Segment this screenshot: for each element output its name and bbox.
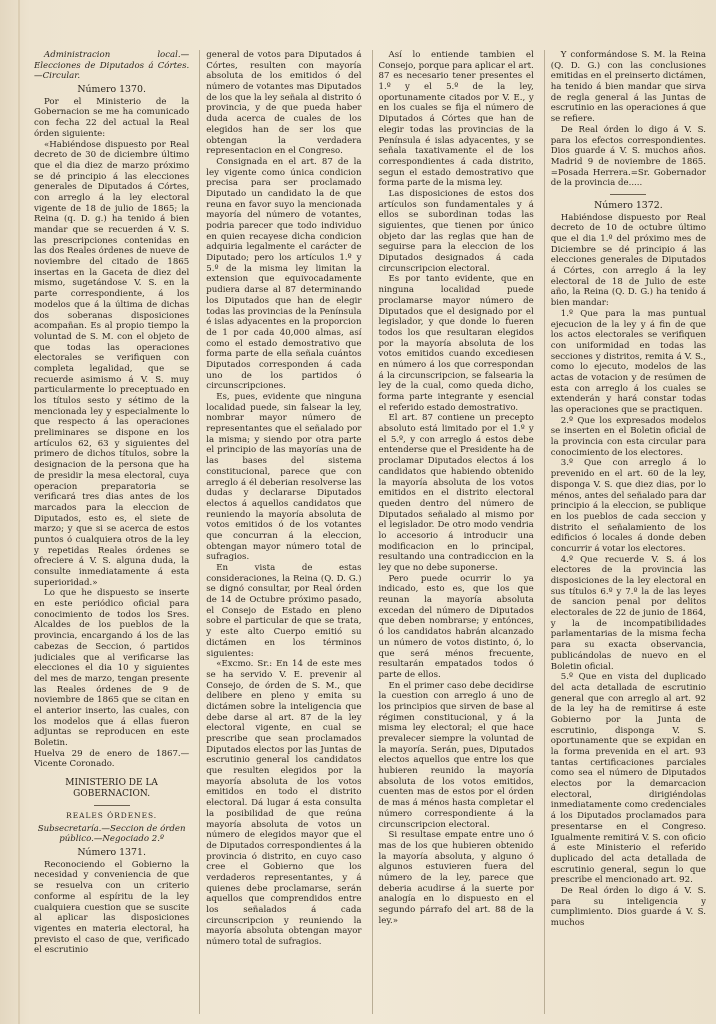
signature: Huelva 29 de enero de 1867.— Vicente Coronado. <box>34 748 190 770</box>
ministry-heading: MINISTERIO DE LA GOBERNACION. <box>65 778 158 800</box>
paragraph: Pero puede ocurrir lo ya indicado, esto es, que los que reunan la mayoría absoluta excedan del número de Diputados que deben nombrarse; y entónces, ó los candidatos habrán alcanzado un número de votos distinto, ó, lo que será ménos frecuente, resultarán empatados todos ó parte de ellos. <box>378 573 534 680</box>
page-fold <box>18 0 20 1024</box>
reales-ordenes-heading: REALES ÓRDENES. <box>66 811 158 821</box>
paragraph: Consignada en el art. 87 de la ley vigente como única condicion precisa para ser proclamado Diputado un candidato la de que reuna en favor suyo la mencionada mayoría del número de votantes, podria parecer que todo individuo en quien recayese dicha condicion adquiria legalmente el carácter de Diputado; pero los artículos 1.º y 5.º de la misma ley limitan la extension que equivocadamente pudiera darse al 87 determinando los Diputados que han de elegir todas las provincias de la Península é islas adyacentes en la proporcion de 1 por cada 40,000 almas, así como el estado demostrativo que forma parte de ella señala cuántos Diputados corresponden á cada uno de los partidos ó circunscripciones. <box>206 156 362 392</box>
order-number: Número 1372. <box>594 199 663 211</box>
paragraph: El art. 87 contiene un precepto absoluto está limitado por el 1.º y el 5.º, y con arreglo á estos debe entenderse que el Presidente ha de proclamar Diputados electos á los candidatos que habiendo obtenido la mayoría absoluta de los votos emitidos en el distrito electoral queden dentro del número de Diputados señalado al mismo por el legislador. De otro modo vendria lo accesorio á introducir una modificacion en lo principal, resultando una contradiccion en la ley que no debe suponerse. <box>378 413 534 573</box>
paragraph: Así lo entiende tambien el Consejo, porque para aplicar el art. 87 es necesario tener presentes el 1.º y el 5.º de la ley, oportunamente citados por V. E., y en los cuales se fija el número de Diputados á Córtes que han de elegir todas las provincias de la Península é islas adyacentes, y se señala taxativamente el de los correspondientes á cada distrito, segun el estado demostrativo que forma parte de la misma ley. <box>378 50 534 189</box>
paragraph: De Real órden lo digo á V. S. para su inteligencia y cumplimiento. Dios guarde á V. S. muchos <box>550 885 706 929</box>
paragraph: 4.º Que recuerde V. S. á los electores de la provincia las disposiciones de la ley electoral en sus títulos 6.º y 7.º la de las leyes de sancion penal por delitos electorales de 22 de junio de 1864, y la de incompatibilidades parlamentarias de la misma fecha para su exacta observancia, publicándolas de nuevo en el Boletin oficial. <box>550 554 706 672</box>
quoted-dictamen: «Excmo. Sr.: En 14 de este mes se ha servido V. E. prevenir al Consejo, de órden de S. M., que delibere en pleno y emita su dictámen sobre la inteligencia que debe darse al art. 87 de la ley electoral vigente, en cual se prescribe que sean proclamados Diputados electos por las Juntas de escrutinio general los candidatos que resulten elegidos por la mayoría absoluta de los votos emitidos en todo el distrito electoral. Dá lugar á esta consulta la posibilidad de que reúna mayoría absoluta de votos un número de elegidos mayor que el de Diputados correspondientes á la provincia ó distrito, en cuyo caso cree el Gobierno que los verdaderos representantes, y á quienes debe proclamarse, serán aquellos que comprendidos entre los señalados á cada circunscripcion y reuniendo la mayoría absoluta obtengan mayor número total de sufragios. <box>206 659 362 948</box>
paragraph: Por el Ministerio de la Gobernacion se me ha comunicado con fecha 22 del actual la Real órden siguiente: <box>34 96 190 139</box>
paragraph: Es por tanto evidente, que en ninguna localidad puede proclamarse mayor número de Diputados que el designado por el legislador, y que donde lo fueren todos los que resultaran elegidos por la mayoría absoluta de los votos emitidos cuando excediesen en número á los que correspondan á la circunscripcion, se falsearia la ley de la cual, como queda dicho, forma parte integrante y esencial el referido estado demostrativo. <box>378 274 534 413</box>
paragraph: 5.º Que en vista del duplicado del acta detallada de escrutinio general que con arreglo al art. 92 de la ley ha de remitirse á este Gobierno por la Junta de escrutinio, disponga V. S. oportunamente que se expidan en la forma prevenida en el art. 93 tantas certificaciones parciales como sea el número de Diputados electos por la demarcacion electoral, dirigiéndolas inmediatamente como credenciales á los Diputados proclamados para presentarse en el Congreso. Igualmente remitirá V. S. con oficio á este Ministerio el referido duplicado del acta detallada de escrutinio general, segun lo que prescribe el mencionado art. 92. <box>550 672 706 886</box>
paragraph: general de votos para Diputados á Córtes, resulten con mayoría absoluta de los emitidos ó del número de votantes mas Diputados de los que la ley señala al distrito ó provincia, y de que pueda haber duda acerca de cuales de los elegidos han de ser los que obtengan la verdadera representacion en el Congreso. <box>206 50 362 157</box>
paragraph: Si resultase empate entre uno ó mas de los que hubieren obtenido la mayoría absoluta, y alguno ó algunos estuvieren fuera del número de la ley, parece que deberia acudirse á la suerte por analogía en lo dispuesto en el segundo párrafo del art. 88 de la ley.» <box>378 830 534 926</box>
paragraph: En el primer caso debe decidirse la cuestion con arreglo á uno de los principios que sirven de base al régimen constitucional, y á la misma ley electoral; el que hace prevalecer siempre la voluntad de la mayoría. Serán, pues, Diputados electos aquellos que entre los que hubieren reunido la mayoría absoluta de los votos emitidos, cuenten mas de estos por el órden de mas á ménos hasta completar el número correspondiente á la circunscripcion electoral. <box>378 680 534 830</box>
column-1 <box>34 50 189 1014</box>
order-number: Número 1370. <box>77 84 146 96</box>
paragraph: Las disposiciones de estos dos artículos son fundamentales y á ellos se subordinan todas las siguientes, que tienen por único objeto dar las reglas que han de seguirse para la eleccion de los Diputados designados á cada circunscripcion electoral. <box>378 188 534 274</box>
column-2 <box>199 50 361 1014</box>
paragraph: En vista de estas consideraciones, la Reina (Q. D. G.) se dignó consultar, por Real órden de 14 de Octubre próximo pasado, el Consejo de Estado en pleno sobre el particular de que se trata, y este alto Cuerpo emitió su dictámen en los términos siguientes: <box>206 563 362 659</box>
paragraph: Es, pues, evidente que ninguna localidad puede, sin falsear la ley, nombrar mayor número de representantes que el señalado por la misma; y siendo por otra parte el principio de las mayorías una de las bases del sistema constitucional, parece que con arreglo á él deberian resolverse las dudas y declararse Diputados electos á aquellos candidatos que reuniendo la mayoría absoluta de votos emitidos ó de los votantes que concurran á la eleccion, obtengan mayor número total de sufragios. <box>206 392 362 563</box>
divider <box>94 805 130 806</box>
paragraph: Habiéndose dispuesto por Real decreto de 10 de octubre último que el dia 1.º del próximo mes de Diciembre se dé principio á las elecciones generales de Diputados á Córtes, con arreglo á la ley electoral de 18 de Julio de este año, la Reina (Q. D. G.) ha tenido á bien mandar: <box>550 212 706 309</box>
paragraph: De Real órden lo digo á V. S. para los efectos correspondientes. Dios guarde á V. S. muchos años. Madrid 9 de noviembre de 1865. =Posada Herrera.=Sr. Gobernador de la provincia de..... <box>550 124 706 189</box>
paragraph: 2.º Que los expresados modelos se inserten en el Boletin oficial de la provincia con esta circular para conocimiento de los electores. <box>550 415 706 458</box>
text-columns <box>34 50 706 1014</box>
order-number: Número 1371. <box>77 847 146 859</box>
section-heading: Administracion local.—Elecciones de Diputados á Córtes.—Circular. <box>34 50 190 82</box>
divider <box>610 194 646 195</box>
quoted-order: «Habiéndose dispuesto por Real decreto de 30 de diciembre último que el dia diez de marzo próximo se dé principio á las elecciones generales de Diputados á Córtes, con arreglo á la ley electoral vigente de 18 de julio de 1865; la Reina (q. D. g.) ha tenido á bien mandar que se recuerden á V. S. las prescripciones contenidas en las dos Reales órdenes de nueve de noviembre del citado de 1865 insertas en la Gaceta de diez del mismo, sugetándose V. S. en la parte correspondiente, á los modelos que á la última de dichas dos soberanas disposiciones acompañan. Es al propio tiempo la voluntad de S. M. con el objeto de que todas las operaciones electorales se verifiquen con completa legalidad, que se recuerde asimismo á V. S. muy particularmente lo preceptuado en los títulos sesto y sétimo de la mencionada ley y especialmente lo que respecto á las operaciones preliminares se dispone en los artículos 62, 63 y siguientes del primero de dichos títulos, sobre la designacion de la persona que ha de presidir la mesa electoral, cuya operacion preparatoria se verificará tres dias antes de los marcados para la eleccion de Diputados, esto es, el siete de marzo; y que si se acerca de estos puntos ó cualquiera otros de la ley y repetidas Reales órdenes se ofreciere á V. S. alguna duda, la consulte inmediatamente á esta superioridad.» <box>34 139 190 588</box>
paragraph: Reconociendo el Gobierno la necesidad y conveniencia de que se resuelva con un criterio conforme al espíritu de la ley cualquiera cuestion que se suscite al aplicar las disposiciones vigentes en materia electoral, ha previsto el caso de que, verificado el escrutinio <box>34 859 190 956</box>
column-4 <box>544 50 706 1014</box>
paragraph: 3.º Que con arreglo á lo prevenido en el art. 60 de la ley, disponga V. S. que diez dias, por lo ménos, antes del señalado para dar principio á la eleccion, se publique en los pueblos de cada seccion y distrito el señalamiento de los edificios ó locales á donde deben concurrir á votar los electores. <box>550 458 706 554</box>
column-3 <box>372 50 534 1014</box>
paragraph: 1.º Que para la mas puntual ejecucion de la ley y á fin de que los actos electorales se verifiquen con uniformidad en todas las secciones y distritos, remita á V. S., como lo ejecuto, modelos de las actas de votacion y de resúmen de esta con arreglo á los cuales se extenderán y hará constar todas las operaciones que se practiquen. <box>550 308 706 416</box>
subsection-heading: Subsecretaría.—Seccion de órden público.—Negociado 2.º <box>37 823 186 845</box>
paragraph: Lo que he dispuesto se inserte en este periódico oficial para conocimiento de todos los Sres. Alcaldes de los pueblos de la provincia, encargando á los de las cabezas de Seccion, ó partidos judiciales que al verificarse las elecciones el dia 10 y siguientes del mes de marzo, tengan presente las Reales órdenes de 9 de noviembre de 1865 que se citan en el anterior inserto, las cuales, con los modelos que á ellas fueron adjuntas se reproducen en este Boletin. <box>34 588 190 749</box>
paragraph: Y conformándose S. M. la Reina (Q. D. G.) con las conclusiones emitidas en el preinserto dictámen, ha tenido á bien mandar que sirva de regla general á las Juntas de escrutinio en las operaciones á que se refiere. <box>550 50 706 125</box>
